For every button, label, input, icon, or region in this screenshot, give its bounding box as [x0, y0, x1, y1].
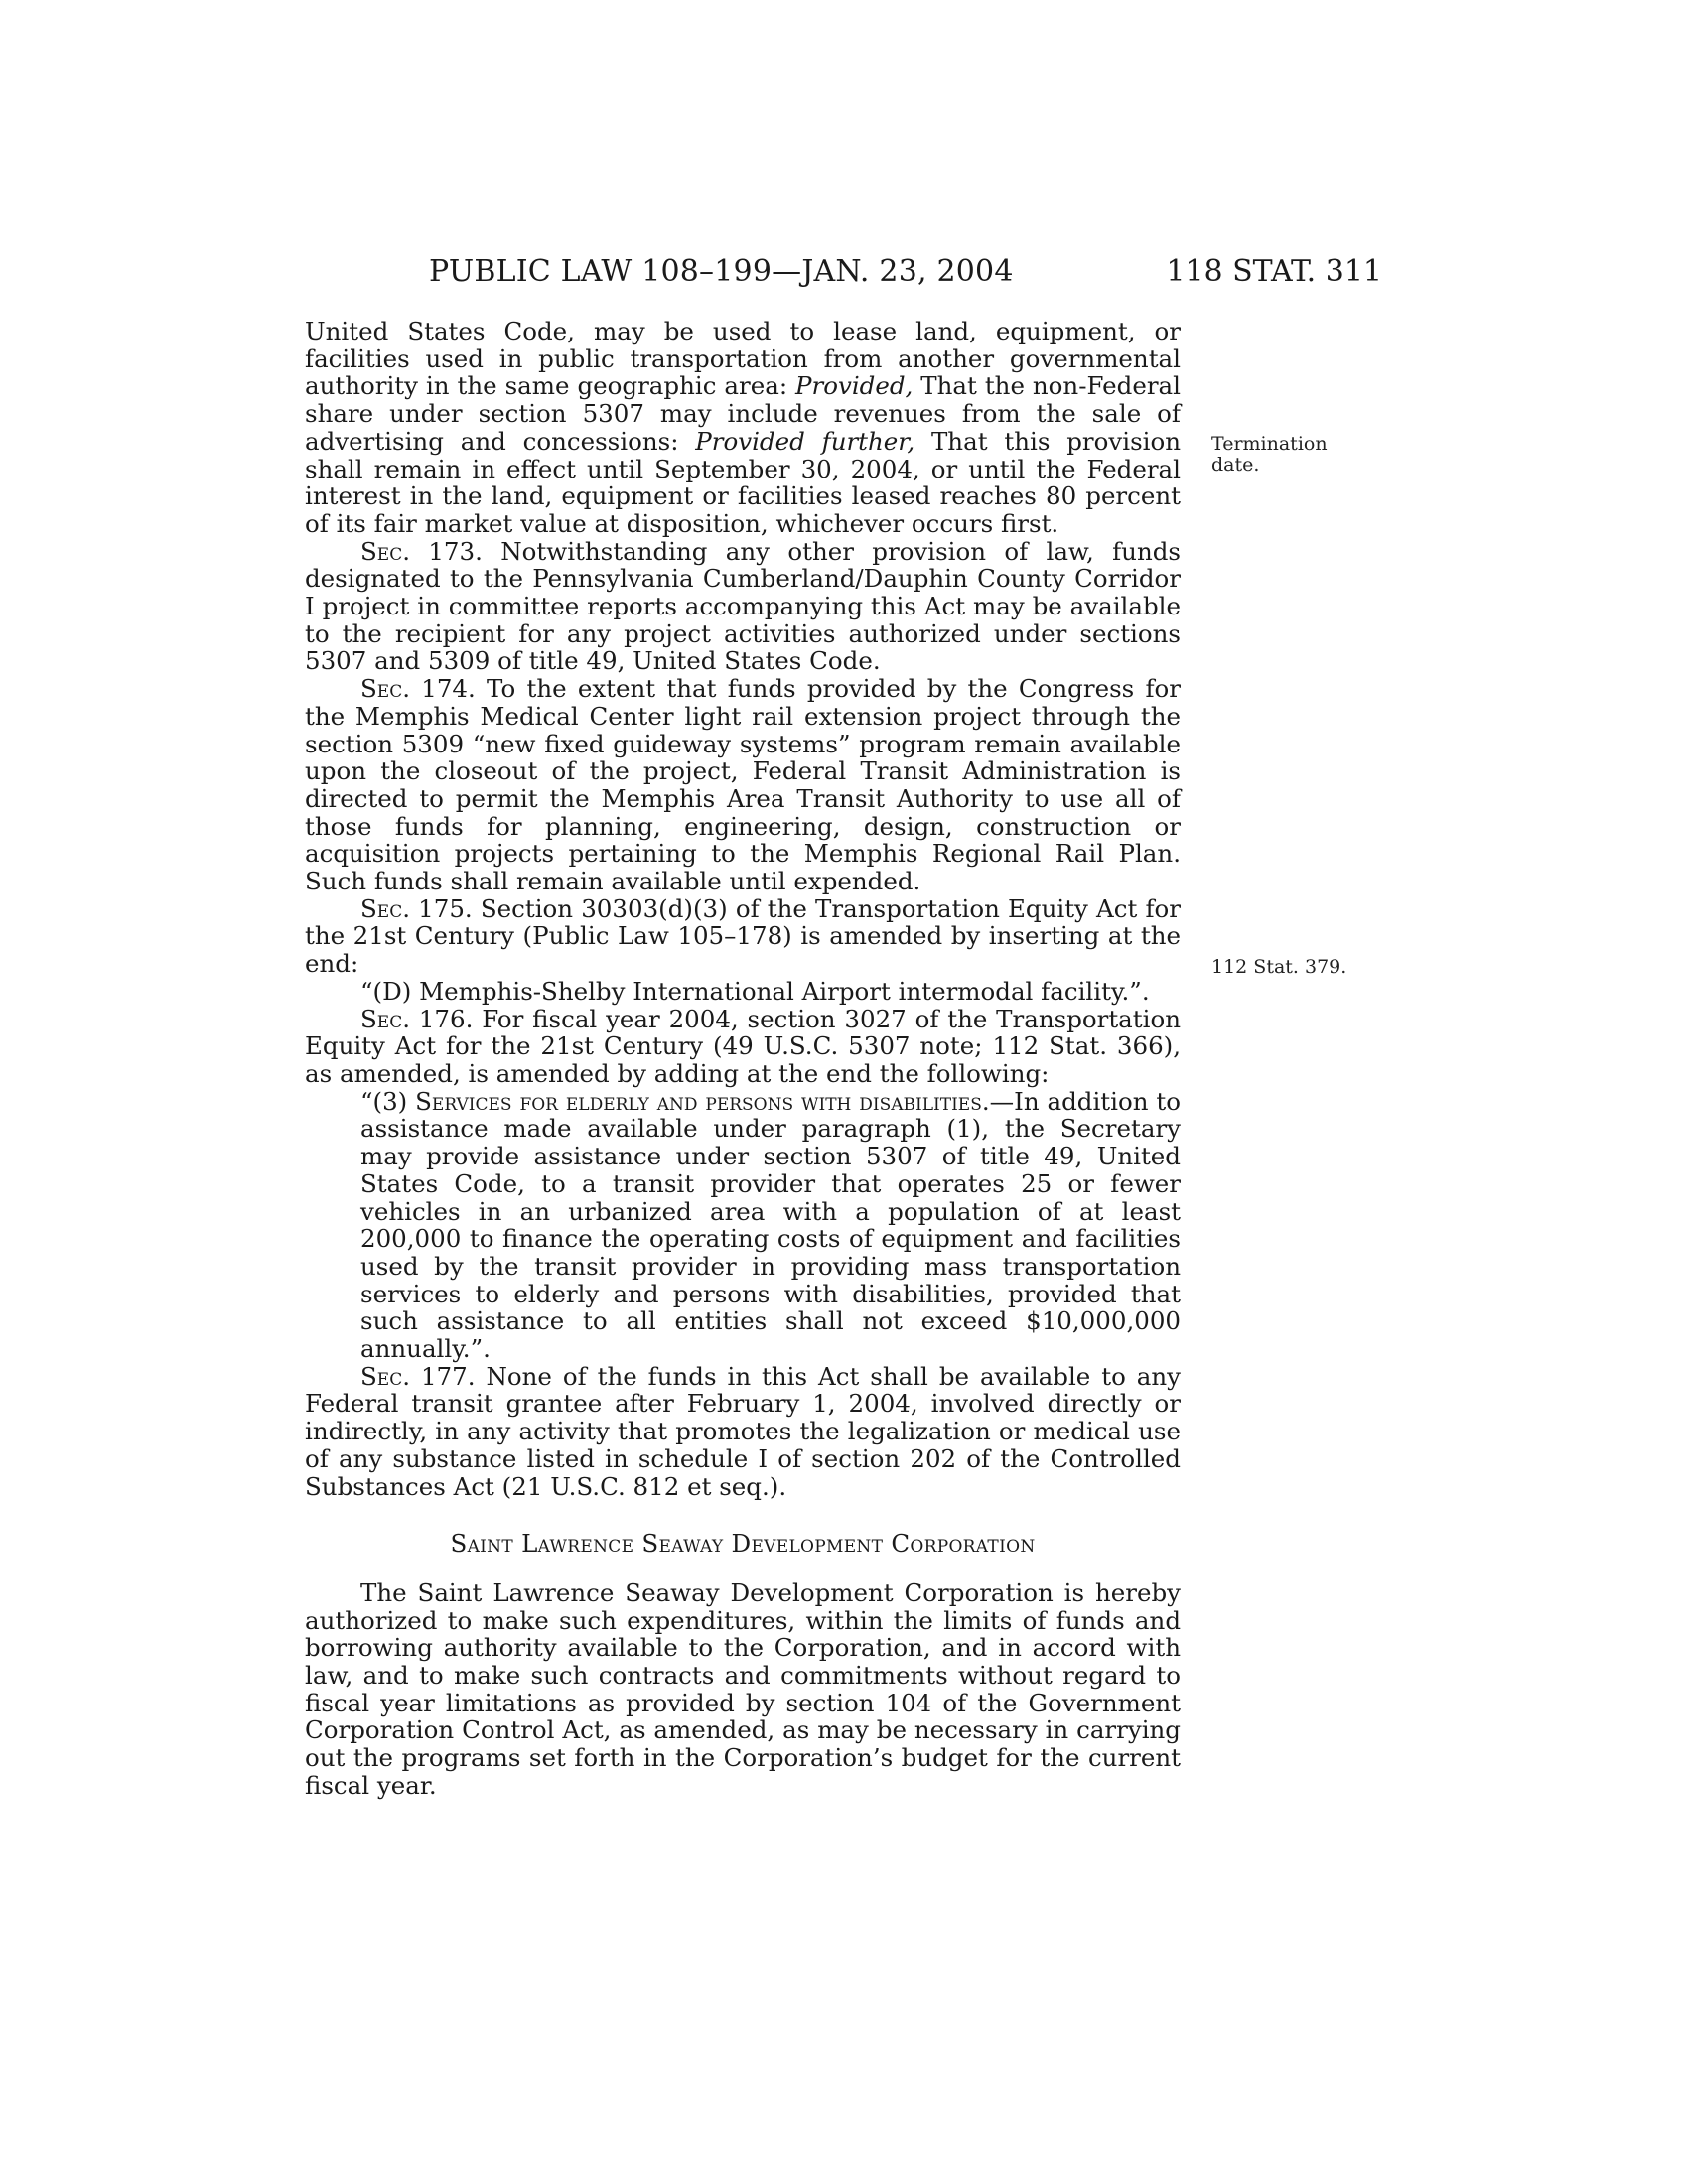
margin-note-stat-ref: 112 Stat. 379.: [1211, 956, 1347, 978]
page-header-title: PUBLIC LAW 108–199—JAN. 23, 2004: [429, 254, 1014, 289]
section-176: Sec. 176. For fiscal year 2004, section 3027 of the Transportation Equity Act for the 21st Century (49 U.S.C. 5307 note; 112 Stat. 366), as amended, is amended by adding at the end the following:: [305, 1004, 1182, 1088]
sec-label: Sec.: [360, 1004, 410, 1033]
section-175: Sec. 175. Section 30303(d)(3) of the Transportation Equity Act for the 21st Century (Public Law 105–178) is amended by inserting at the end:: [305, 893, 1181, 979]
section-175-quote: “(D) Memphis-Shelby International Airport intermodal facility.”.: [360, 976, 1150, 1006]
paragraph-heading: Services for elderly and persons with disabilities.: [415, 1086, 990, 1116]
section-176-quote: “(3) Services for elderly and persons with disabilities.—In addition to assistance made available under paragraph (1), the Secretary may provide assistance under section 5307 of title 49, United States Code, to a transit provider that operates 25 or fewer vehicles in an urbanized area with a population of at least 200,000 to finance the operating costs of equipment and facilities used by the transit provider in providing mass transportation services to elderly and persons with disabilities, provided that such assistance to all entities shall not exceed $10,000,000 annually.”.: [360, 1086, 1181, 1364]
provided-italic: Provided,: [795, 371, 914, 401]
sec-label: Sec.: [360, 1361, 410, 1391]
sec-label: Sec.: [360, 893, 410, 923]
paragraph-continuation: United States Code, may be used to lease land, equipment, or facilities used in public transportation from another governmental authority in the same geographic area: Provided, That the non-Federal share under section 5307 may include revenues from the sale of advertising and concessions: Provided further, That this provision shall remain in effect until September 30, 2004, or until the Federal interest in the land, equipment or facilities leased reaches 80 percent of its fair market value at disposition, whichever occurs first.: [305, 317, 1182, 538]
paragraph-seaway: The Saint Lawrence Seaway Development Corporation is hereby authorized to make such expenditures, within the limits of funds and borrowing authority available to the Corporation, and in accord with law, and to make such contracts and commitments without regard to fiscal year limitations as provided by section 104 of the Government Corporation Control Act, as amended, as may be necessary in carrying out the programs set forth in the Corporation’s budget for the current fiscal year.: [305, 1577, 1181, 1800]
section-heading: Saint Lawrence Seaway Development Corporation: [450, 1529, 1036, 1559]
margin-note-line: date.: [1211, 454, 1260, 476]
document-body: [305, 318, 1181, 1800]
section-177: Sec. 177. None of the funds in this Act shall be available to any Federal transit grantee after February 1, 2004, involved directly or indirectly, in any activity that promotes the legalization or medical use of any substance listed in schedule I of section 202 of the Controlled Substances Act (21 U.S.C. 812 et seq.).: [305, 1361, 1181, 1501]
sec-label: Sec.: [360, 536, 410, 566]
section-174: Sec. 174. To the extent that funds provided by the Congress for the Memphis Medical Center light rail extension project through the section 5309 “new fixed guideway systems” program remain available upon the closeout of the project, Federal Transit Administration is directed to permit the Memphis Area Transit Authority to use all of those funds for planning, engineering, design, construction or acquisition projects pertaining to the Memphis Regional Rail Plan. Such funds shall remain available until expended.: [305, 674, 1181, 896]
sec-label: Sec.: [360, 674, 410, 704]
page-number: 118 STAT. 311: [1166, 254, 1382, 289]
section-173: Sec. 173. Notwithstanding any other provision of law, funds designated to the Pennsylvania Cumberland/Dauphin County Corridor I project in committee reports accompanying this Act may be available to the recipient for any project activities authorized under sections 5307 and 5309 of title 49, United States Code.: [305, 536, 1181, 676]
margin-note-line: Termination: [1211, 433, 1328, 455]
provided-further-italic: Provided further,: [695, 426, 915, 456]
margin-note-termination: [1211, 434, 1328, 476]
